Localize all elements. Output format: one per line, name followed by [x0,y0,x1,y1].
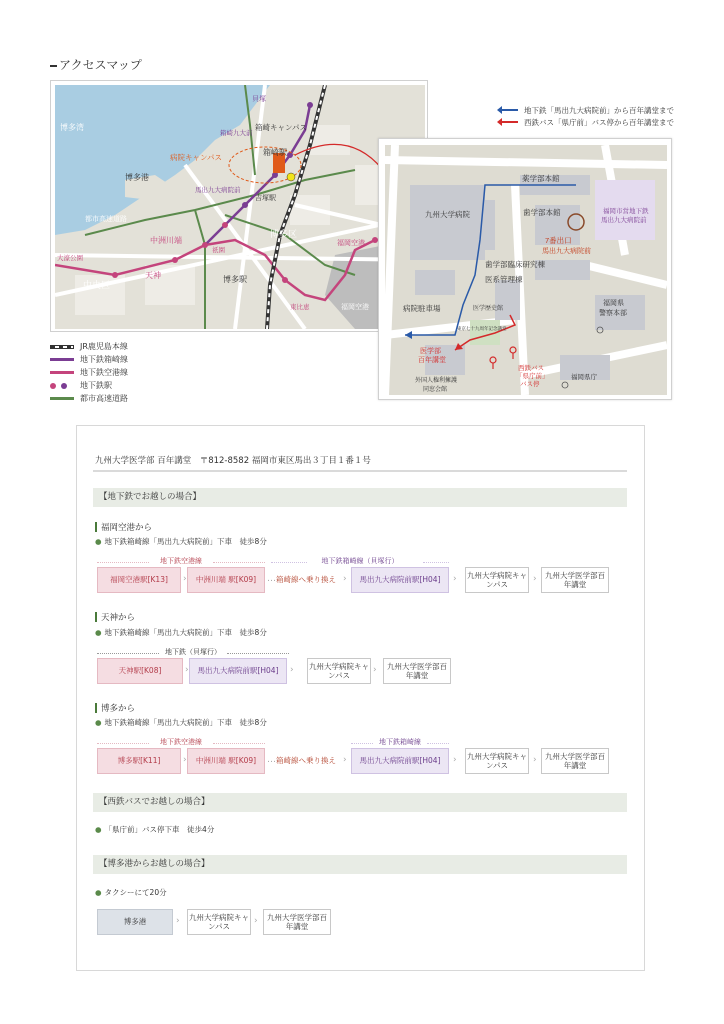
blue-arrow-icon [500,109,518,111]
hakata-title: 博多から [95,702,135,714]
route-legend [500,104,674,128]
chevron-right-icon: … [267,755,276,765]
memorial-label: 東京七十九周年記念講堂 [457,326,507,331]
area-map [50,80,428,332]
route-box-hakata: 博多駅[K11] [97,748,181,774]
route-box-port: 博多港 [97,909,173,935]
route-legend-subway [500,104,674,116]
route-box-campus: 九州大学病院キャンパス [465,748,529,774]
chevron-right-icon: › [183,755,187,765]
port-note: ● タクシーにて20分 [95,888,167,897]
hospital-campus-label: 病院キャンパス [170,153,222,162]
route-box-maidashi: 馬出九大病院前駅[H04] [189,658,287,684]
chevron-right-icon: › [183,574,187,584]
red-arrow-icon [500,121,518,123]
chevron-right-icon: › [453,755,457,765]
pharmacy-label: 薬学部本館 [522,174,560,183]
route-box-campus: 九州大学病院キャンパス [307,658,371,684]
exit7-label: 7番出口 [545,236,572,245]
chuo-ward-label: 中央区 [83,280,111,290]
port-header: 【博多港からお越しの場合】 [93,855,627,874]
route-box-airport: 福岡空港駅[K13] [97,567,181,593]
tenjin-label: 天神 [145,271,161,280]
legend-station: 地下鉄駅 [50,379,128,392]
bus-note: ● 「県庁前」バス停下車 徒歩4分 [95,825,215,834]
chevron-right-icon: › [373,665,377,675]
airport-line-label: 地下鉄空港線 [97,556,265,566]
route-box-hall: 九州大学医学部百年講堂 [263,909,331,935]
airport-label: 福岡空港 [341,304,369,311]
access-panel [76,425,645,971]
bus-stop-label: 西鉄バス [518,365,544,372]
hakata-port-label: 博多港 [125,173,149,182]
hakata-note: ● 地下鉄箱崎線「馬出九大病院前」下車 徒歩8分 [95,718,267,727]
route-box-hall: 九州大学医学部百年講堂 [541,567,609,593]
divider [93,470,627,472]
route-box-campus: 九州大学病院キャンパス [465,567,529,593]
hall2-label: 百年講堂 [418,357,446,364]
bus-stop3-label: バス停 [520,381,540,388]
route-box-hall: 九州大学医学部百年講堂 [383,658,451,684]
hakozaki-kyudai-mae-label: 箱崎九大前 [220,130,253,137]
bus-header: 【西鉄バスでお越しの場合】 [93,793,627,812]
nakasu-label: 中洲川端 [150,236,182,245]
chevron-right-icon: › [343,574,347,584]
subway-header: 【地下鉄でお越しの場合】 [93,488,627,507]
chevron-right-icon: › [533,574,537,584]
medical-history-label: 医学歴史館 [473,306,504,312]
airport-title: 福岡空港から [95,521,152,533]
route-box-hall: 九州大学医学部百年講堂 [541,748,609,774]
chevron-right-icon: › [343,755,347,765]
police2-label: 警察本部 [599,310,627,317]
hakozaki-campus-label: 箱崎キャンパス [255,123,307,132]
route-box-maidashi: 馬出九大病院前駅[H04] [351,748,449,774]
legend-expressway: 都市高速道路 [50,392,128,405]
route-box-nakasu: 中洲川端 駅[K09] [187,567,265,593]
airport-note: ● 地下鉄箱崎線「馬出九大病院前」下車 徒歩8分 [95,537,267,546]
gion-label: 祇園 [212,247,225,254]
chevron-right-icon: › [290,665,294,675]
chevron-right-icon: … [267,574,276,584]
hakata-station-label: 博多駅 [223,275,247,284]
chevron-right-icon: › [254,916,258,926]
subway-station2-label: 馬出九大病院前 [601,217,647,224]
tenjin-title: 天神から [95,611,135,623]
legend-hakozaki: 地下鉄箱崎線 [50,353,128,366]
foreign2-label: 同窓会館 [423,387,448,393]
map-legend [50,340,128,405]
route-legend-bus-label: 西鉄バス「県庁前」バス停から百年講堂まで [524,117,674,127]
hakata-ward-label: 博多区 [270,229,298,239]
hall-label: 医学部 [420,348,441,355]
maidashi-label: 馬出九大病院前 [195,187,241,194]
inset-map [378,138,672,400]
chevron-right-icon: › [453,574,457,584]
tenjin-note: ● 地下鉄箱崎線「馬出九大病院前」下車 徒歩8分 [95,628,267,637]
route-legend-subway-label: 地下鉄「馬出九大病院前」から百年講堂まで [524,105,674,115]
exit7-station-label: 馬出九大病院前 [542,248,591,255]
legend-airport-line: 地下鉄空港線 [50,366,128,379]
hospital-parking-label: 病院駐車場 [403,304,441,313]
route-box-campus: 九州大学病院キャンパス [187,909,251,935]
pref-office-label: 福岡県庁 [571,374,597,381]
route-box-nakasu: 中洲川端 駅[K09] [187,748,265,774]
chevron-right-icon: › [533,755,537,765]
higashi-hie-label: 東比恵 [290,304,310,311]
yoshizuka-label: 吉塚駅 [255,195,276,202]
police-label: 福岡県 [603,300,624,307]
chevron-right-icon: › [185,665,189,675]
route-legend-bus [500,116,674,128]
dental-label: 歯学部本館 [523,208,561,217]
transfer-label: 箱崎線へ乗り換え [276,575,336,584]
ohori-label: 大濠公園 [57,255,83,262]
hakata-airport-line-label: 地下鉄空港線 [97,737,265,747]
route-box-tenjin: 天神駅[K08] [97,658,183,684]
inset-map-svg [385,145,667,395]
route-box-maidashi: 馬出九大病院前駅[H04] [351,567,449,593]
hakozaki-line-label: 地下鉄箱崎線（貝塚行） [271,556,449,566]
subway-station-label: 福岡市営地下鉄 [603,208,649,215]
area-map-svg [55,85,425,329]
legend-jr: JR鹿児島本線 [50,340,128,353]
tenjin-line-label: 地下鉄（貝塚行） [97,647,289,657]
kaizuka-label: 貝塚 [252,96,266,103]
hakata-hakozaki-line-label: 地下鉄箱崎線 [351,737,449,747]
chevron-right-icon: › [176,916,180,926]
address: 九州大学医学部 百年講堂 〒812-8582 福岡市東区馬出３丁目１番１号 [95,456,371,466]
kyudai-hospital-label: 九州大学病院 [425,210,470,219]
hakata-bay-label: 博多湾 [60,123,84,132]
expressway-label: 都市高速道路 [85,216,127,223]
hakozaki-station-label: 箱崎駅 [263,148,287,157]
airport-station-label: 福岡空港 [337,240,365,247]
bus-stop2-label: 「県庁前」 [516,373,549,380]
transfer-label: 箱崎線へ乗り換え [276,756,336,765]
page-title: アクセスマップ [50,56,142,73]
medical-mgmt-label: 医系管理棟 [485,275,523,284]
foreign-label: 外国人権利擁護 [415,378,458,384]
dental-clinical-label: 歯学部臨床研究棟 [485,260,545,269]
